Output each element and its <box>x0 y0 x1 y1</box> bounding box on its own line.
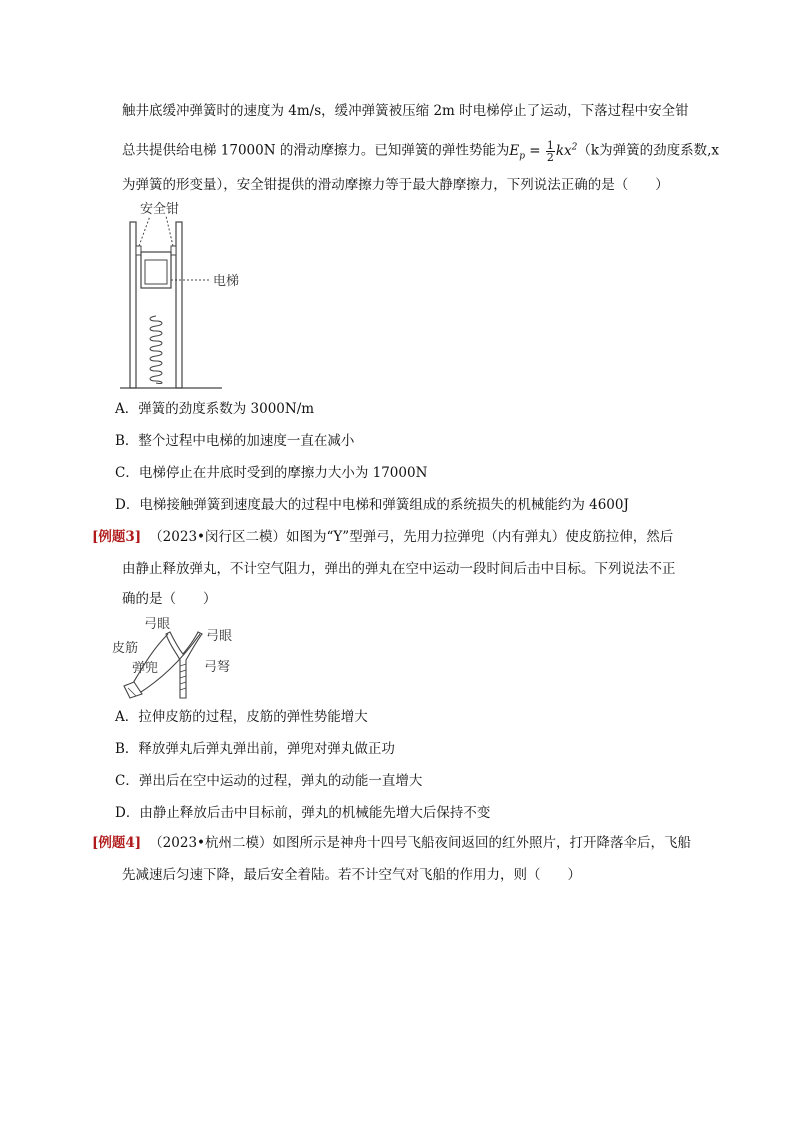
formula-sub: p <box>519 151 525 162</box>
potential-energy-formula <box>509 138 578 164</box>
q4-tag: [例题4] <box>92 835 142 851</box>
label-pouch: 弹兜 <box>132 661 159 676</box>
slingshot-figure <box>110 612 250 702</box>
q4-line-2: 先减速后匀速下降，最后安全着陆。若不计空气对飞船的作用力，则（ ） <box>122 867 581 883</box>
q4-text-1: （2023•杭州二模）如图所示是神舟十四号飞船夜间返回的红外照片，打开降落伞后，飞船 <box>149 835 691 851</box>
q3-tag: [例题3] <box>92 529 142 545</box>
q2-option-d: D．电梯接触弹簧到速度最大的过程中电梯和弹簧组成的系统损失的机械能约为 4600J <box>115 497 629 513</box>
q3-option-d: D．由静止释放后击中目标前，弹丸的机械能先增大后保持不变 <box>115 805 491 821</box>
q2-option-c: C．电梯停止在井底时受到的摩擦力大小为 17000N <box>115 465 428 481</box>
q2-option-b: B．整个过程中电梯的加速度一直在减小 <box>115 433 355 449</box>
clamp-leader-left <box>139 216 150 246</box>
formula-eq: = <box>529 142 541 159</box>
q2-line-3: 为弹簧的形变量），安全钳提供的滑动摩擦力等于最大静摩擦力，下列说法正确的是（ ） <box>122 177 669 193</box>
q4-line-1 <box>92 834 691 852</box>
q3-line-1 <box>92 528 673 546</box>
label-safety-clamp: 安全钳 <box>140 202 180 217</box>
clamp-leader-right <box>166 216 173 246</box>
clamp-right <box>171 246 176 255</box>
slingshot-pouch <box>124 682 142 698</box>
q2-line-2-text: 总共提供给电梯 17000N 的滑动摩擦力。已知弹簧的弹性势能为 <box>122 142 510 159</box>
label-handle: 弓弩 <box>204 660 231 675</box>
q3-option-a: A．拉伸皮筋的过程，皮筋的弹性势能增大 <box>115 709 368 725</box>
label-band: 皮筋 <box>112 641 139 656</box>
elevator-figure <box>110 196 240 392</box>
label-eye-left: 弓眼 <box>144 617 171 632</box>
formula-lhs: E <box>509 142 520 159</box>
q3-option-c: C．弹出后在空中运动的过程，弹丸的动能一直增大 <box>115 773 423 789</box>
formula-sup: 2 <box>571 142 578 152</box>
q3-text-1: （2023•闵行区二模）如图为“Y”型弹弓，先用力拉弹兜（内有弹丸）使皮筋拉伸，然后 <box>149 529 674 545</box>
label-eye-right: 弓眼 <box>206 629 233 644</box>
clamp-left <box>136 246 141 255</box>
buffer-spring <box>150 316 162 384</box>
q2-option-a: A．弹簧的劲度系数为 3000N/m <box>115 401 315 417</box>
q2-line-2-post: （k为弹簧的劲度系数,x <box>577 142 719 159</box>
q3-option-b: B．释放弹丸后弹丸弹出前，弹兜对弹丸做正功 <box>115 741 395 757</box>
label-elevator: 电梯 <box>213 274 240 289</box>
q3-line-3: 确的是（ ） <box>122 591 217 607</box>
q2-line-1: 触井底缓冲弹簧时的速度为 4m/s，缓冲弹簧被压缩 2m 时电梯停止了运动，下落过程中安全钳 <box>122 103 689 119</box>
formula-fraction <box>546 140 555 163</box>
fraction-numerator: 1 <box>546 138 554 152</box>
fraction-denominator: 2 <box>546 150 554 164</box>
q2-line-2 <box>122 138 719 165</box>
shaft-wall-left <box>130 222 136 388</box>
shaft-wall-right <box>176 222 182 388</box>
formula-rhs: kx <box>555 142 572 159</box>
q3-line-2: 由静止释放弹丸，不计空气阻力，弹出的弹丸在空中运动一段时间后击中目标。下列说法不正 <box>122 561 676 577</box>
